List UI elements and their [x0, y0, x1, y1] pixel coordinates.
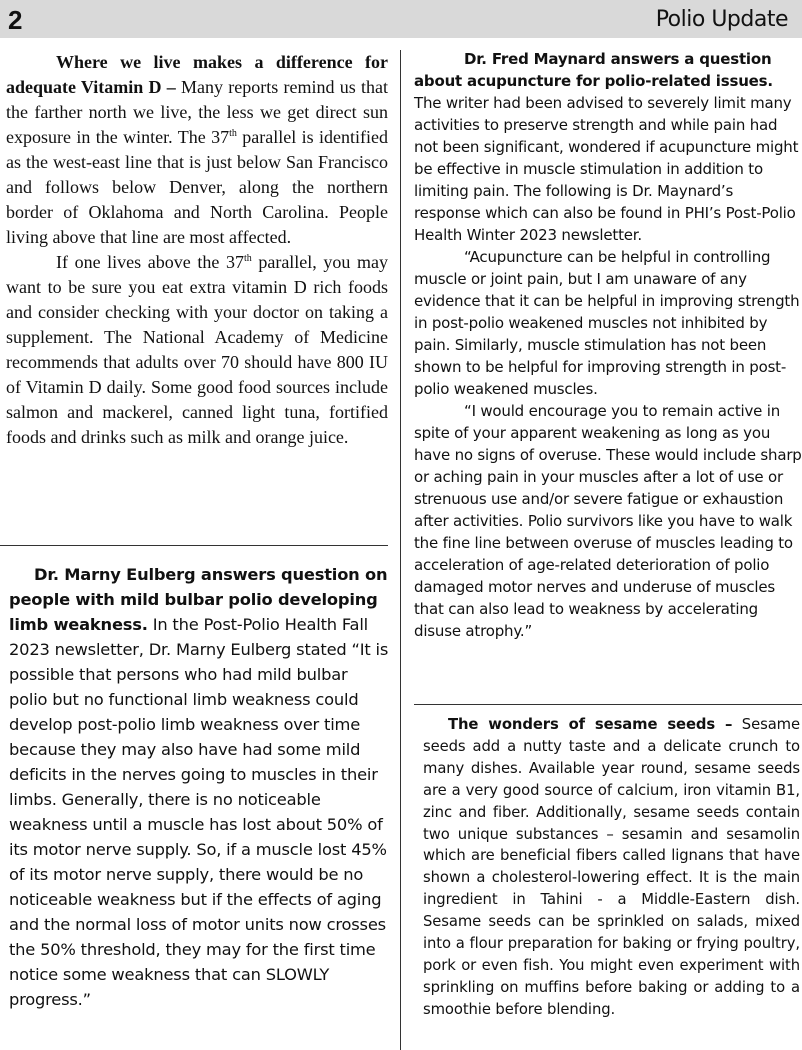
sesame-article	[423, 714, 800, 1021]
vitamin-d-text-1a: Many reports remind us that the farther north we live, the less we get direct sun exposure in the winter. The 37	[6, 77, 388, 147]
section-rule-left	[0, 545, 388, 546]
vitamin-d-paragraph-2	[6, 250, 388, 450]
vitamin-d-dash: –	[161, 77, 182, 97]
acupuncture-intro: The writer had been advised to severely limit many activities to preserve strength and while pain had not been significant, wondered if acupuncture might be effective in muscle stimulation in addition to limiting pain. The following is Dr. Maynard’s response which can also be found in PHI’s Post-Polio Health Winter 2023 newsletter.	[414, 94, 799, 244]
bulbar-heading: Dr. Marny Eulberg answers question on people with mild bulbar polio developing limb weakness.	[9, 565, 388, 634]
vitamin-d-paragraph-1	[6, 50, 388, 250]
bulbar-article	[9, 562, 389, 1012]
sesame-body: Sesame seeds add a nutty taste and a delicate crunch to many dishes. Available year round, sesame seeds are a very good source of calcium, iron vitamin B1, zinc and fiber. Additionally, sesame seeds contain two unique substances – sesamin and sesamolin which are beneficial fibers called lignans that have shown a cholesterol-lowering effect. It is the main ingredient in Tahini - a Middle-Eastern dish. Sesame seeds can be sprinkled on salads, mixed into a flour preparation for baking or frying poultry, pork or even fish. You might even experiment with sprinkling on muffins before baking or adding to a smoothie before blending.	[423, 716, 800, 1018]
acupuncture-paragraph-3: “I would encourage you to remain active in spite of your apparent weakening as long as you have no signs of overuse. These would include sharp or aching pain in your muscles after a lot of use or strenuous use and/or severe fatigue or exhaustion after activities. Polio survivors like you have to walk the fine line between overuse of muscles leading to acceleration of age-related deterioration of polio damaged motor nerves and underuse of muscles that can also lead to weakness by accelerating disuse atrophy.”	[414, 402, 802, 640]
vitamin-d-text-2b: parallel, you may want to be sure you eat extra vitamin D rich foods and consider checking with your doctor on taking a supplement. The National Academy of Medicine recommends that adults over 70 should have 800 IU of Vitamin D daily. Some good food sources include salmon and mackerel, canned light tuna, fortified foods and drinks such as milk and orange juice.	[6, 252, 388, 447]
superscript-th: th	[229, 128, 237, 139]
sesame-paragraph	[423, 714, 800, 1021]
superscript-th: th	[243, 253, 252, 264]
vitamin-d-heading: Where we live makes a difference for adequate Vitamin D	[6, 52, 388, 97]
acupuncture-paragraph-1	[414, 48, 802, 246]
acupuncture-paragraph-2: “Acupuncture can be helpful in controlling muscle or joint pain, but I am unaware of any evidence that it can be helpful in improving strength in post-polio weakened muscles not inhibited by pain. Similarly, muscle stimulation has not been shown to be helpful for improving strength in post-polio weakened muscles.	[414, 248, 800, 398]
sesame-heading: The wonders of sesame seeds –	[448, 716, 733, 733]
newsletter-title: Polio Update	[655, 7, 788, 32]
section-rule-right	[414, 704, 802, 705]
acupuncture-heading: Dr. Fred Maynard answers a question about acupuncture for polio-related issues.	[414, 50, 773, 90]
acupuncture-article	[414, 48, 802, 642]
bulbar-body: In the Post-Polio Health Fall 2023 newsletter, Dr. Marny Eulberg stated “It is possible that persons who had mild bulbar polio but no functional limb weakness could develop post-polio limb weakness over time because they may also have had some mild deficits in the nerves going to muscles in their limbs. Generally, there is no noticeable weakness until a muscle has lost about 50% of its motor nerve supply. So, if a muscle lost 45% of its motor nerve supply, there would be no noticeable weakness but if the effects of aging and the normal loss of motor units now crosses the 50% threshold, they may for the first time notice some weakness that can SLOWLY progress.”	[9, 615, 389, 1009]
vitamin-d-text-2a: If one lives above the 37	[56, 252, 244, 272]
page-number: 2	[8, 5, 23, 35]
vitamin-d-article	[6, 50, 388, 450]
page-header	[0, 0, 802, 38]
vitamin-d-text-1b: parallel is identified as the west-east line that is just below San Francisco and follows below Denver, along the northern border of Oklahoma and North Carolina. People living above that line are most affected.	[6, 127, 388, 247]
column-divider	[400, 50, 401, 1050]
